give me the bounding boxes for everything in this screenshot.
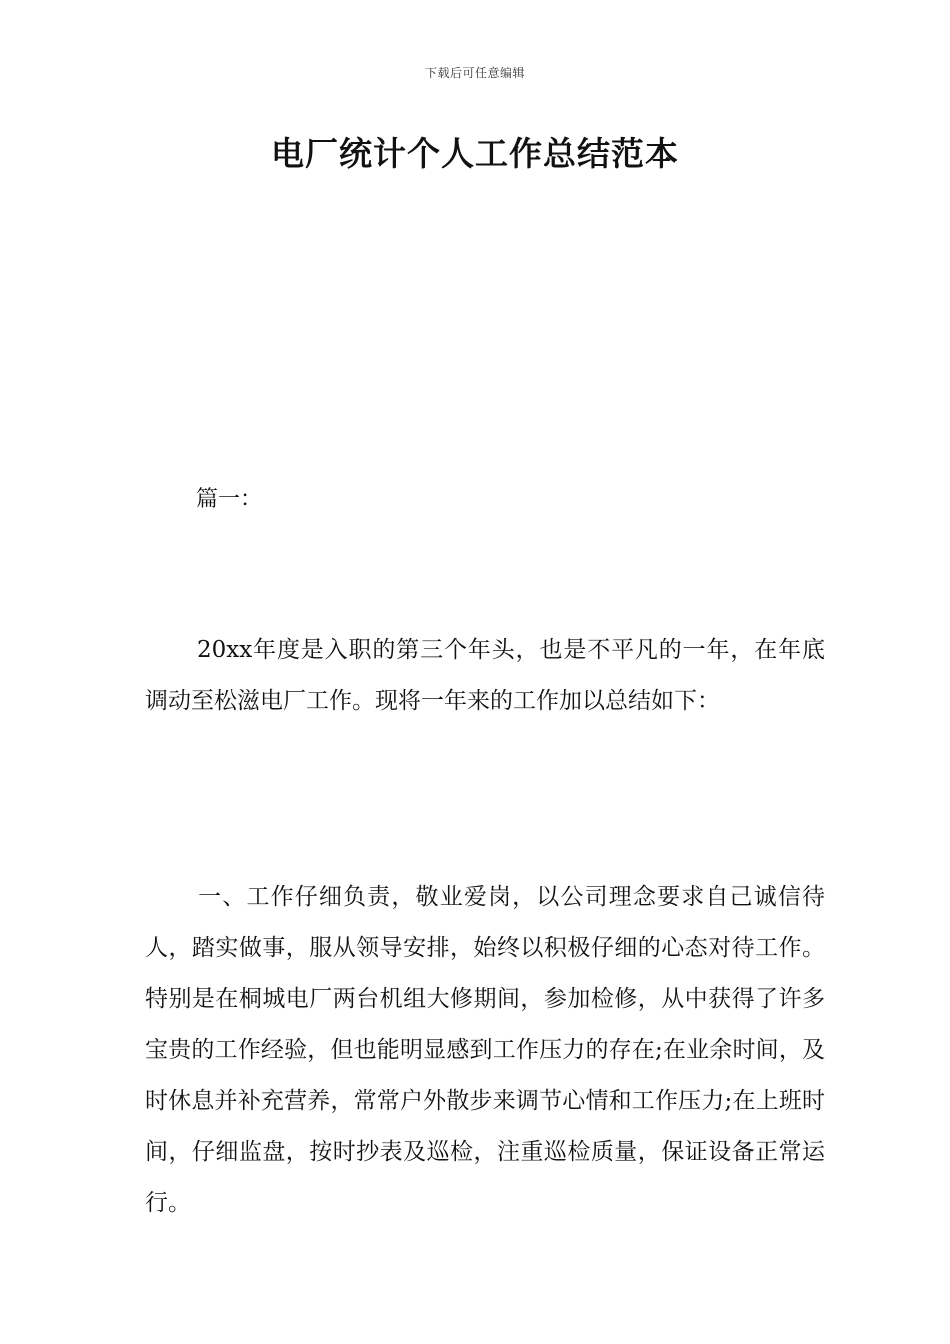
header-note: 下载后可任意编辑 <box>424 66 525 80</box>
document-title: 电厂统计个人工作总结范本 <box>271 134 679 173</box>
paragraph-2 <box>145 872 825 1229</box>
paragraph-1 <box>145 625 825 727</box>
section-label: 篇一： <box>196 487 263 512</box>
paragraph-text: 20xx年度是入职的第三个年头，也是不平凡的一年，在年底调动至松滋电厂工作。现将一年来的工作加以总结如下： <box>145 637 825 714</box>
paragraph-text: 一、工作仔细负责，敬业爱岗，以公司理念要求自己诚信待人，踏实做事，服从领导安排，始终以积极仔细的心态对待工作。特别是在桐城电厂两台机组大修期间，参加检修，从中获得了许多宝贵的工作经验，但也能明显感到工作压力的存在;在业余时间，及时休息并补充营养，常常户外散步来调节心情和工作压力;在上班时间，仔细监盘，按时抄表及巡检，注重巡检质量，保证设备正常运行。 <box>145 884 825 1216</box>
